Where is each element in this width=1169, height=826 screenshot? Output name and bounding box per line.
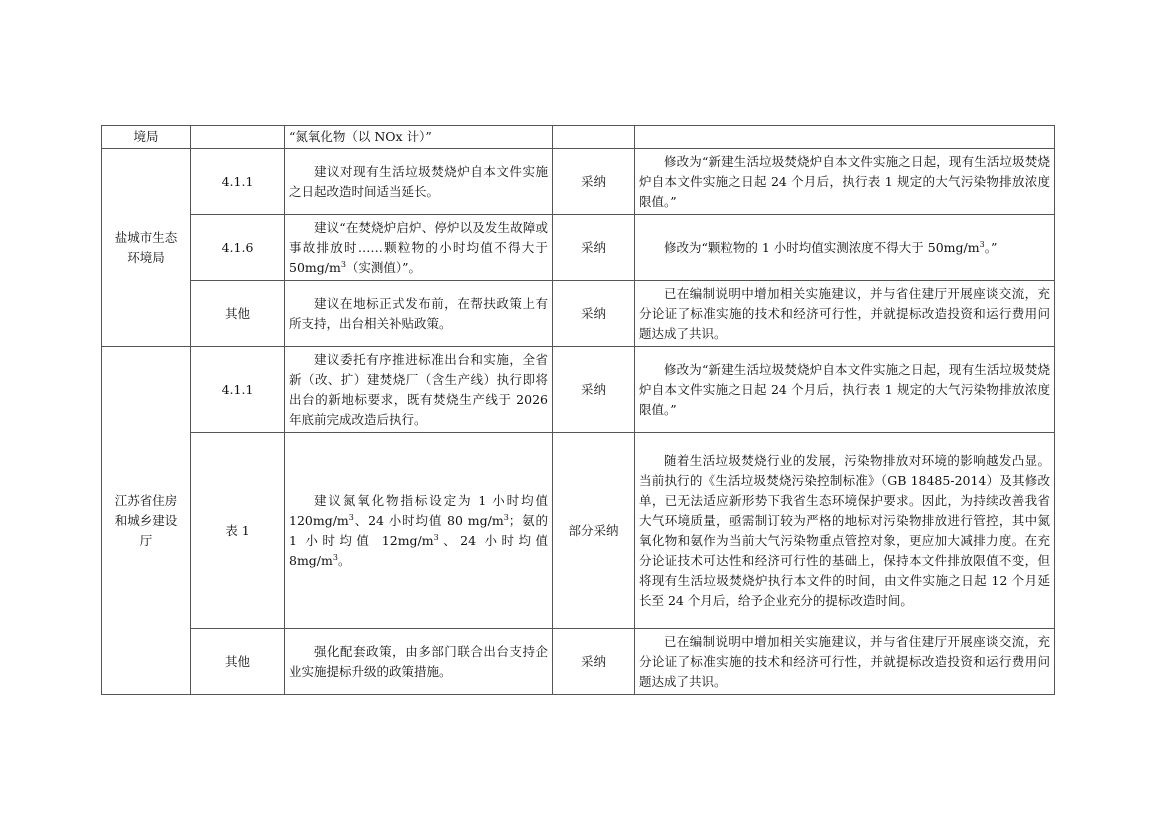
suggestion-cell [285,433,553,629]
suggestion-cell [285,215,553,281]
clause-cell: 4.1.1 [191,347,285,433]
table-row [102,126,1055,149]
suggestion-text: （实测值）”。 [345,259,422,275]
department-cell: 境局 [102,126,191,149]
superscript: 3 [348,512,354,522]
status-cell: 采纳 [553,281,635,347]
status-cell [553,126,635,149]
status-cell: 采纳 [553,149,635,215]
superscript: 3 [332,552,338,562]
superscript: 3 [979,239,985,249]
suggestion-text: 、24 小时均值 80 mg/m [353,512,504,528]
clause-cell [191,126,285,149]
superscript: 3 [433,532,439,542]
suggestion-text: 建议“在焚烧炉启炉、停炉以及发生故障或事故排放时……颗粒物的小时均值不得大于 50mg/m [289,219,548,275]
response-cell: 随着生活垃圾焚烧行业的发展，污染物排放对环境的影响越发凸显。当前执行的《生活垃圾焚烧污染控制标准》（GB 18485-2014）及其修改单，已无法适应新形势下我省生态环境保护要求。因此，为持续改善我省大气环境质量，亟需制订较为严格的地标对污染物排放进行管控，其中氮氧化物和氨作为当前大气污染物重点管控对象，更应加大减排力度。在充分论证技术可达性和经济可行性的基础上，保持本文件排放限值不变，但将现有生活垃圾焚烧炉执行本文件的时间，由文件实施之日起 12 个月延长至 24 个月后，给予企业充分的提标改造时间。 [635,433,1055,629]
suggestion-cell: 强化配套政策，由多部门联合出台支持企业实施提标升级的政策措施。 [285,629,553,695]
suggestion-text: 建议氮氧化物指标设定为 1 小时均值 120mg/m [289,492,548,528]
response-cell: 已在编制说明中增加相关实施建议，并与省住建厅开展座谈交流，充分论证了标准实施的技术和经济可行性，并就提标改造投资和运行费用问题达成了共识。 [635,281,1055,347]
table-row [102,433,1055,629]
clause-cell: 表 1 [191,433,285,629]
comments-table [101,125,1055,695]
table-row [102,215,1055,281]
response-text: 修改为“颗粒物的 1 小时均值实测浓度不得大于 50mg/m [664,239,980,255]
suggestion-cell: 建议委托有序推进标准出台和实施，全省新（改、扩）建焚烧厂（含生产线）执行即将出台的新地标要求，既有焚烧生产线于 2026 年底前完成改造后执行。 [285,347,553,433]
status-cell: 采纳 [553,629,635,695]
status-cell: 部分采纳 [553,433,635,629]
suggestion-cell: 建议对现有生活垃圾焚烧炉自本文件实施之日起改造时间适当延长。 [285,149,553,215]
status-cell: 采纳 [553,347,635,433]
suggestion-text: 。 [337,552,351,568]
response-text: 。” [984,239,998,255]
clause-cell: 其他 [191,629,285,695]
superscript: 3 [340,259,346,269]
suggestion-text: ；氨的 1 小时均值 12mg/m [289,512,548,548]
suggestion-cell: “氮氧化物（以 NOx 计）” [285,126,553,149]
table-row [102,281,1055,347]
department-cell: 江苏省住房和城乡建设厅 [102,347,191,695]
response-cell: 修改为“新建生活垃圾焚烧炉自本文件实施之日起，现有生活垃圾焚烧炉自本文件实施之日起 24 个月后，执行表 1 规定的大气污染物排放浓度限值。” [635,149,1055,215]
response-cell: 修改为“新建生活垃圾焚烧炉自本文件实施之日起，现有生活垃圾焚烧炉自本文件实施之日起 24 个月后，执行表 1 规定的大气污染物排放浓度限值。” [635,347,1055,433]
table-row [102,347,1055,433]
clause-cell: 4.1.6 [191,215,285,281]
status-cell: 采纳 [553,215,635,281]
superscript: 3 [503,512,509,522]
suggestion-cell: 建议在地标正式发布前，在帮扶政策上有所支持，出台相关补贴政策。 [285,281,553,347]
department-cell: 盐城市生态环境局 [102,149,191,347]
table-row [102,149,1055,215]
response-cell [635,215,1055,281]
clause-cell: 4.1.1 [191,149,285,215]
clause-cell: 其他 [191,281,285,347]
table-row [102,629,1055,695]
response-cell: 已在编制说明中增加相关实施建议，并与省住建厅开展座谈交流，充分论证了标准实施的技术和经济可行性，并就提标改造投资和运行费用问题达成了共识。 [635,629,1055,695]
response-cell [635,126,1055,149]
suggestion-text: 、24 小时均值 8mg/m [289,532,548,568]
